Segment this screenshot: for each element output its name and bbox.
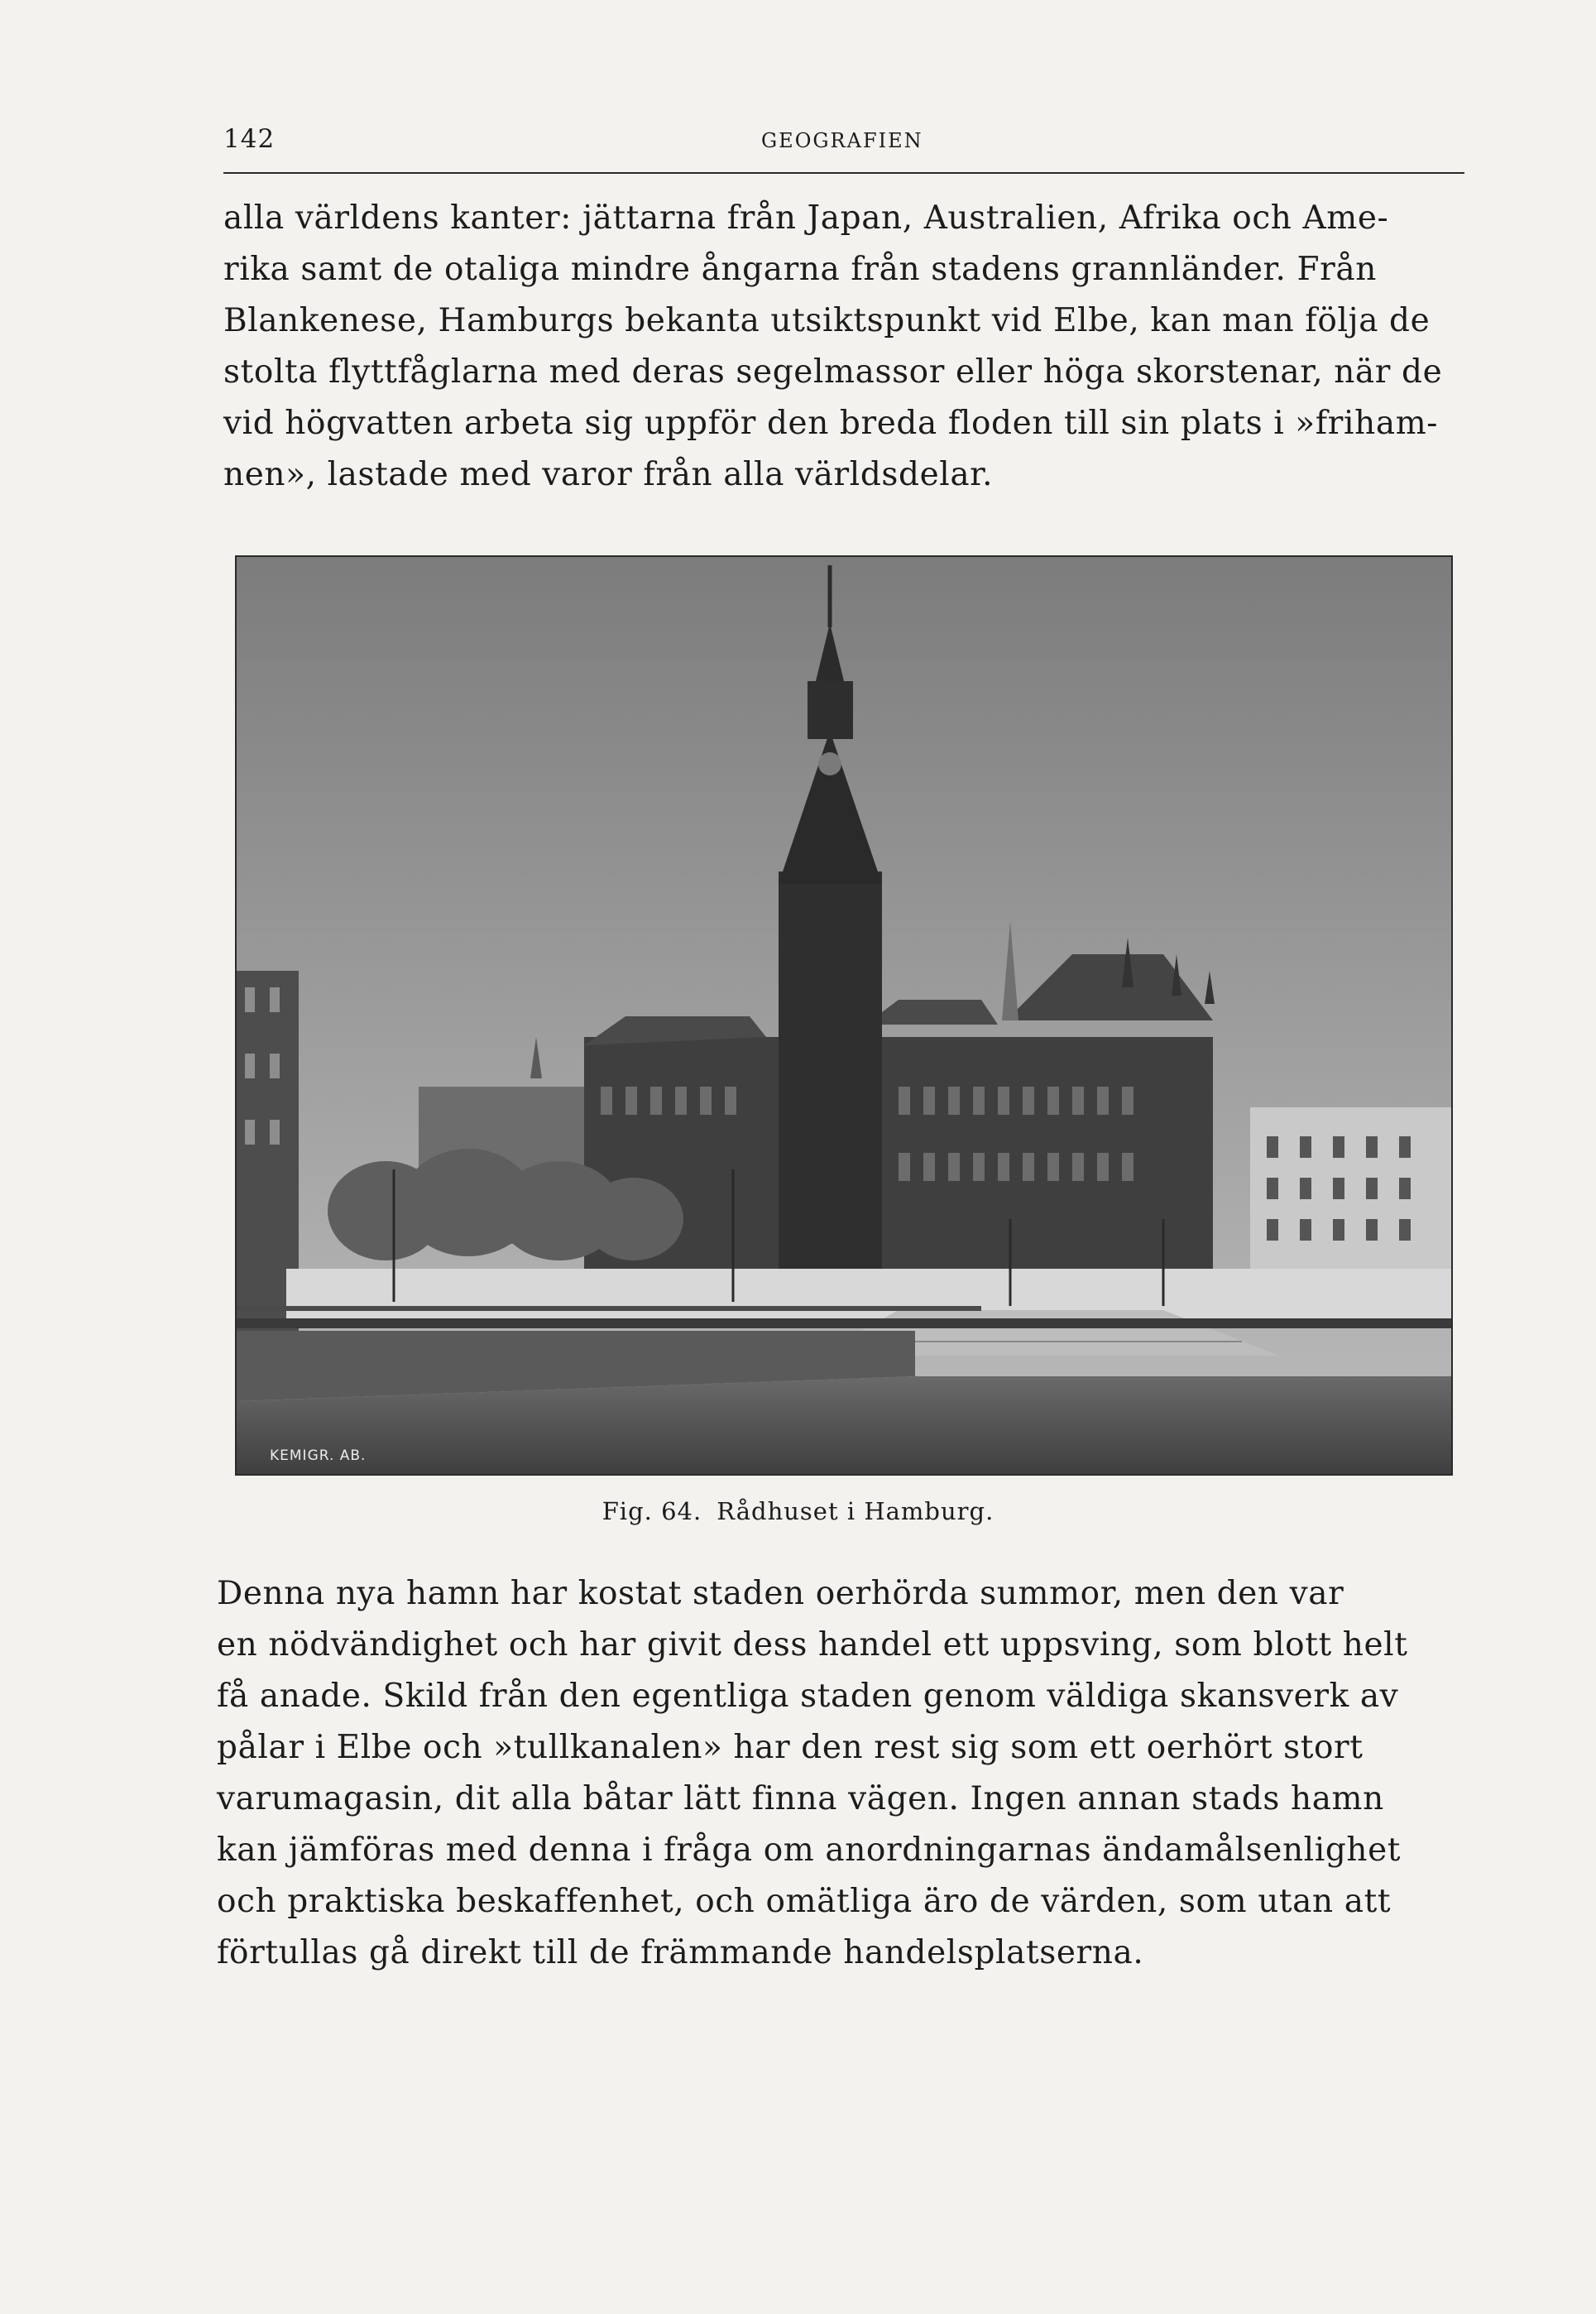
figure-caption xyxy=(0,1497,1596,1525)
paragraph-bottom xyxy=(217,1568,1451,1979)
paragraph-top xyxy=(223,193,1464,501)
figure-label: Fig. 64. xyxy=(601,1497,702,1525)
text-line: stolta flyttfåglarna med deras segelmassor eller höga skorstenar, när de xyxy=(223,353,1443,391)
text-line: vid högvatten arbeta sig uppför den breda floden till sin plats i »friham- xyxy=(223,405,1439,442)
running-title: GEOGRAFIEN xyxy=(761,129,923,152)
text-line: en nödvändighet och har givit dess handel ett uppsving, som blott helt xyxy=(217,1626,1408,1663)
text-line: alla världens kanter: jättarna från Japan, Australien, Afrika och Ame- xyxy=(223,199,1389,237)
town-hall-photograph xyxy=(235,555,1453,1476)
text-line: och praktiska beskaffenhet, och omätliga äro de värden, som utan att xyxy=(217,1883,1392,1920)
header-rule xyxy=(223,172,1464,174)
figure-caption-text: Rådhuset i Hamburg. xyxy=(717,1497,995,1525)
photo-illustration xyxy=(237,557,1451,1474)
text-line: varumagasin, dit alla båtar lätt finna vägen. Ingen annan stads hamn xyxy=(217,1780,1384,1817)
text-line: nen», lastade med varor från alla världsdelar. xyxy=(223,456,994,493)
text-line: rika samt de otaliga mindre ångarna från stadens grannländer. Från xyxy=(223,251,1377,288)
text-line: förtullas gå direkt till de främmande handelsplatserna. xyxy=(217,1934,1144,1971)
text-line: få anade. Skild från den egentliga staden genom väldiga skansverk av xyxy=(217,1678,1399,1715)
page-number: 142 xyxy=(223,124,276,154)
page-header xyxy=(223,124,1464,174)
text-line: Blankenese, Hamburgs bekanta utsiktspunkt vid Elbe, kan man följa de xyxy=(223,302,1431,339)
text-line: pålar i Elbe och »tullkanalen» har den rest sig som ett oerhört stort xyxy=(217,1729,1364,1766)
text-line: kan jämföras med denna i fråga om anordningarnas ändamålsenlighet xyxy=(217,1832,1402,1869)
text-line: Denna nya hamn har kostat staden oerhörda summor, men den var xyxy=(217,1575,1344,1612)
photo-credit: KEMIGR. AB. xyxy=(270,1447,367,1464)
